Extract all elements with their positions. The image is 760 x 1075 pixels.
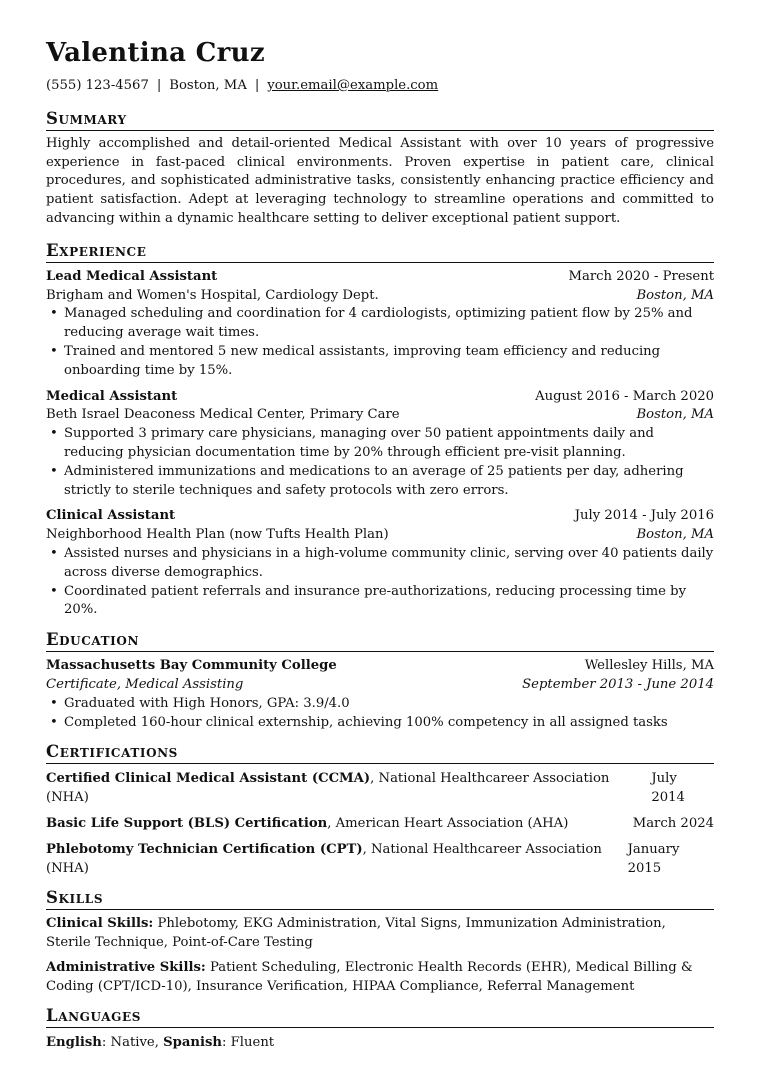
bullet-item: • Managed scheduling and coordination for 4 cardiologists, optimizing patient flow by 25% and reducing average wait times. (46, 305, 714, 343)
skill-label: Clinical Skills: (46, 916, 154, 932)
skill-group (46, 915, 714, 953)
job-location: Boston, MA (636, 407, 714, 423)
skill-text: Patient Scheduling, Electronic Health Records (EHR), Medical Billing & Coding (CPT/ICD-10), Insurance Verification, HIPAA Compliance, Referral Management (46, 959, 693, 994)
job-bullets (46, 545, 714, 620)
cert-issuer: , National Healthcareer Association (NHA) (46, 771, 610, 806)
phone-text: (555) 123-4567 (46, 78, 149, 93)
job-org: Neighborhood Health Plan (now Tufts Health Plan) (46, 527, 389, 543)
job-entry (46, 268, 714, 381)
certification-item (46, 770, 714, 808)
summary-text: Highly accomplished and detail-oriented Medical Assistant with over 10 years of progressive experience in fast-paced clinical environments. Proven expertise in patient care, clinical procedures, and sophisticated administrative tasks, consistently enhancing practice efficiency and patient satisfaction. Adept at leveraging technology to streamline operations and committed to advancing within a dynamic healthcare setting to deliver exceptional patient support. (46, 135, 714, 226)
section-title-education: Education (46, 630, 714, 652)
separator: | (254, 78, 260, 93)
education-dates: September 2013 - June 2014 (522, 676, 714, 692)
bullet-item: • Coordinated patient referrals and insurance pre-authorizations, reducing processing time by 20%. (46, 583, 714, 621)
cert-date: January 2015 (627, 841, 680, 876)
job-org: Beth Israel Deaconess Medical Center, Primary Care (46, 407, 400, 423)
cert-name: Basic Life Support (BLS) Certification (46, 815, 328, 831)
section-title-skills: Skills (46, 888, 714, 910)
job-role: Clinical Assistant (46, 508, 176, 524)
section-title-languages: Languages (46, 1006, 714, 1028)
section-title-experience: Experience (46, 241, 714, 263)
email-link[interactable]: your.email@example.com (267, 78, 439, 93)
degree-text: Certificate, Medical Assisting (46, 676, 244, 692)
job-bullets (46, 305, 714, 380)
languages-line (46, 1034, 714, 1053)
job-location: Boston, MA (636, 287, 714, 303)
job-org: Brigham and Women's Hospital, Cardiology Dept. (46, 287, 379, 303)
section-title-certifications: Certifications (46, 742, 714, 764)
skill-text: Phlebotomy, EKG Administration, Vital Signs, Immunization Administration, Sterile Technique, Point-of-Care Testing (46, 916, 666, 951)
school-name: Massachusetts Bay Community College (46, 658, 337, 674)
job-bullets (46, 425, 714, 500)
job-role: Medical Assistant (46, 388, 178, 404)
job-role: Lead Medical Assistant (46, 268, 218, 284)
job-dates: July 2014 - July 2016 (574, 508, 714, 524)
job-entry (46, 507, 714, 620)
cert-date: March 2024 (632, 815, 714, 831)
contact-line (46, 77, 714, 96)
bullet-item: • Trained and mentored 5 new medical assistants, improving team efficiency and reducing onboarding time by 15%. (46, 343, 714, 381)
language-name: English (46, 1035, 102, 1051)
candidate-name: Valentina Cruz (46, 38, 265, 68)
bullet-item: • Administered immunizations and medications to an average of 25 patients per day, adhering strictly to sterile techniques and safety protocols with zero errors. (46, 463, 714, 501)
skill-group (46, 959, 714, 997)
job-location: Boston, MA (636, 527, 714, 543)
job-entry (46, 388, 714, 501)
skill-label: Administrative Skills: (46, 959, 206, 975)
cert-date: July 2014 (651, 771, 685, 806)
location-text: Boston, MA (169, 78, 247, 93)
bullet-item: • Assisted nurses and physicians in a high-volume community clinic, serving over 40 patients daily across diverse demographics. (46, 545, 714, 583)
cert-issuer: , National Healthcareer Association (NHA) (46, 841, 602, 876)
job-dates: August 2016 - March 2020 (535, 388, 714, 404)
certification-item (46, 841, 714, 879)
language-level: : Fluent (222, 1035, 275, 1051)
cert-name: Phlebotomy Technician Certification (CPT) (46, 841, 363, 857)
bullet-item: • Completed 160-hour clinical externship, achieving 100% competency in all assigned tasks (46, 714, 714, 733)
section-title-summary: Summary (46, 109, 714, 131)
job-dates: March 2020 - Present (568, 268, 714, 284)
bullet-item: • Supported 3 primary care physicians, managing over 50 patient appointments daily and reducing physician documentation time by 20% through efficient pre-visit planning. (46, 425, 714, 463)
language-level: : Native, (101, 1035, 164, 1051)
cert-name: Certified Clinical Medical Assistant (CCMA) (46, 771, 371, 787)
certification-item (46, 815, 714, 834)
bullet-item: • Graduated with High Honors, GPA: 3.9/4.0 (46, 695, 714, 714)
school-location: Wellesley Hills, MA (584, 658, 714, 674)
education-bullets (46, 695, 714, 733)
separator: | (156, 78, 162, 93)
cert-issuer: , American Heart Association (AHA) (327, 815, 569, 831)
education-entry (46, 657, 714, 732)
language-name: Spanish (163, 1035, 223, 1051)
